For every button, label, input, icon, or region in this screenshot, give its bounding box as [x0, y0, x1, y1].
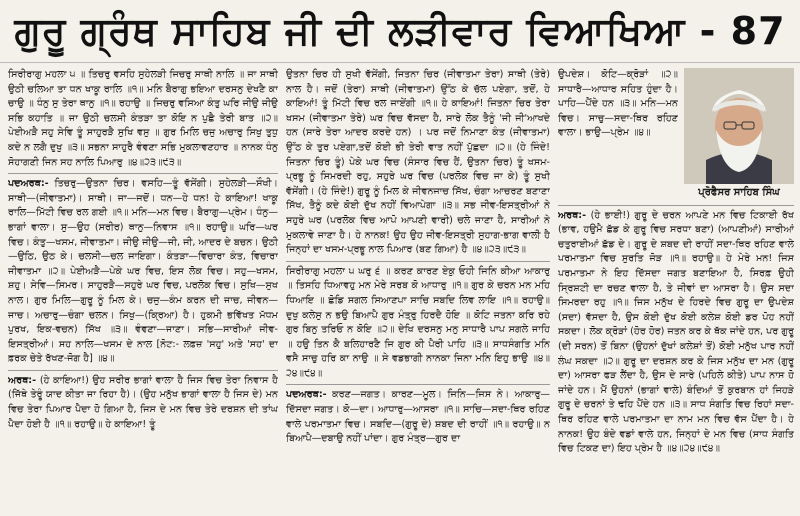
arth-text: (ਹੇ ਕਾਇਆ!) ਉਹ ਸਰੀਰ ਭਾਗਾਂ ਵਾਲਾ ਹੈ ਜਿਸ ਵਿਚ ਤੇਰਾ ਨਿਵਾਸ ਹੈ (ਜਿੱਥੇ ਤੇਰੂੰ ਯਾਦ ਕੀਤਾ ਜਾ ਰਿਹਾ ਹੈ)। (ਉਹ ਮਨੁੱਖ ਭਾਗਾਂ ਵਾਲਾ ਹੈ ਜਿਸ ਦੇ) ਮਨ ਵਿਚ ਤੇਰਾ ਪਿਆਰ ਪੈਦਾ ਹੋ ਗਿਆ ਹੈ, ਜਿਸ ਦੇ ਮਨ ਵਿਚ ਤੇਰੇ ਦਰਸ਼ਨ ਦੀ ਤਾਂਘ ਪੈਦਾ ਹੋਈ ਹੈ ॥੧॥ ਰਹਾਉ॥ ਹੇ ਕਾਇਆ! ਤੂੰ	[8, 374, 278, 430]
padarth-label: ਪਦਅਰਥ:-	[8, 178, 49, 190]
arth-text-2: (ਹੇ ਭਾਈ!) ਗੁਰੂ ਦੇ ਚਰਨ ਆਪਣੇ ਮਨ ਵਿਚ ਟਿਕਾਈ ਰੱਖ (ਭਾਵ, ਹਉਮੈ ਛੱਡ ਕੇ ਗੁਰੂ ਵਿਚ ਸਰਧਾ ਬਣਾ) (ਆਪਣੀਆਂ) ਸਾਰੀਆਂ ਚਤੁਰਾਈਆਂ ਛੱਡ ਦੇ। ਗੁਰੂ ਦੇ ਸ਼ਬਦ ਦੀ ਰਾਹੀਂ ਸਦਾ-ਥਿਰ ਰਹਿਣ ਵਾਲੇ ਪਰਮਾਤਮਾ ਵਿਚ ਸੁਰਤਿ ਜੋੜ ॥੧॥ ਰਹਾਉ॥ ਹੇ ਮੇਰੇ ਮਨ! ਜਿਸ ਪਰਮਾਤਮਾ ਨੇ ਇਹ ਦਿੱਸਦਾ ਜਗਤ ਬਣਾਇਆ ਹੈ, ਸਿਰਫ਼ ਉਹੀ ਸ੍ਰਿਸ਼ਟੀ ਦਾ ਰਚਣ ਵਾਲਾ ਹੈ, ਤੇ ਜੀਵਾਂ ਦਾ ਆਸਰਾ ਹੈ। ਉਸ ਸਦਾ ਸਿਮਰਦਾ ਰਹੁ ॥੧॥ ਜਿਸ ਮਨੁੱਖ ਦੇ ਹਿਰਦੇ ਵਿਚ ਗੁਰੂ ਦਾ ਉਪਦੇਸ਼ (ਸਦਾ) ਵੱਸਦਾ ਹੈ, ਉਸ ਕੋਈ ਦੁੱਖ ਕੋਈ ਕਲੇਸ਼ ਕੋਈ ਡਰ ਪੋਹ ਨਹੀਂ ਸਕਦਾ। ਲੋਕ ਕ੍ਰੋੜਾਂ (ਹੋਰ ਹੋਰ) ਜਤਨ ਕਰ ਕੇ ਥੱਕ ਜਾਂਦੇ ਹਨ, ਪਰ ਗੁਰੂ (ਦੀ ਸਰਨ) ਤੋਂ ਬਿਨਾ (ਉਹਨਾਂ ਦੁੱਖਾਂ ਕਲੇਸ਼ਾਂ ਤੋਂ) ਕੋਈ ਮਨੁੱਖ ਪਾਰ ਨਹੀਂ ਲੰਘ ਸਕਦਾ ॥੨॥ ਗੁਰੂ ਦਾ ਦਰਸ਼ਨ ਕਰ ਕੇ ਜਿਸ ਮਨੁੱਖ ਦਾ ਮਨ (ਗੁਰੂ ਦਾ) ਆਸਰਾ ਫੜ ਲੈਂਦਾ ਹੈ, ਉਸ ਦੇ ਸਾਰੇ (ਪਹਿਲੇ ਕੀਤੇ) ਪਾਪ ਨਾਸ ਹੋ ਜਾਂਦੇ ਹਨ। ਮੈਂ ਉਹਨਾਂ (ਭਾਗਾਂ ਵਾਲੇ) ਬੰਦਿਆਂ ਤੋਂ ਕੁਰਬਾਨ ਹਾਂ ਜਿਹੜੇ ਗੁਰੂ ਦੇ ਚਰਨਾਂ ਤੇ ਢਹਿ ਪੈਂਦੇ ਹਨ ॥੩॥ ਸਾਧ ਸੰਗਤਿ ਵਿਚ ਰਿਹਾਂ ਸਦਾ-ਥਿਰ ਰਹਿਣ ਵਾਲੇ ਪਰਮਾਤਮਾ ਦਾ ਨਾਮ ਮਨ ਵਿਚ ਵੱਸ ਪੈਂਦਾ ਹੈ। ਹੇ ਨਾਨਕ! ਉਹ ਬੰਦੇ ਵਡਾਂ ਵਾਲੇ ਹਨ, ਜਿਨ੍ਹਾਂ ਦੇ ਮਨ ਵਿਚ (ਸਾਧ ਸੰਗਤਿ ਵਿਚ ਟਿਕਣ ਦਾ) ਇਹ ਪ੍ਰੇਮ ਹੈ ॥੪॥੨੪॥੯੪॥	[558, 209, 794, 455]
arth-continued-text: ਉਤਨਾ ਚਿਰ ਹੀ ਸੁਖੀ ਵੱਸੇਂਗੀ, ਜਿਤਨਾ ਚਿਰ (ਜੀਵਾਤਮਾ ਤੇਰਾ) ਸਾਥੀ (ਤੇਰੇ) ਨਾਲ ਹੈ। ਜਦੋਂ (ਤੇਰਾ) ਸਾਥੀ (ਜੀਵਾਤਮਾ) ਉੱਠ ਕੇ ਚੱਲ ਪਏਗਾ, ਤਦੋਂ, ਹੇ ਕਾਇਆਂ! ਤੂੰ ਮਿੱਟੀ ਵਿਚ ਰਲ ਜਾਏਂਗੀ ॥੧॥ ਹੇ ਕਾਇਆਂ! ਜਿਤਨਾ ਚਿਰ ਤੇਰਾ ਖਸਮ (ਜੀਵਾਤਮਾ ਤੇਰੇ) ਘਰ ਵਿਚ ਵੱਸਦਾ ਹੈ, ਸਾਰੇ ਲੋਕ ਤੈਨੂੰ 'ਜੀ ਜੀ'ਆਖਦੇ ਹਨ (ਸਾਰੇ ਤੇਰਾ ਆਦਰ ਕਰਦੇ ਹਨ) । ਪਰ ਜਦੋਂ ਨਿਮਾਣਾ ਕੰਤ (ਜੀਵਾਤਮਾ) ਉੱਠ ਕੇ ਤੁਰ ਪਏਗਾ,ਤਦੋਂ ਕੋਈ ਭੀ ਤੇਰੀ ਵਾਤ ਨਹੀਂ ਪੁੱਛਦਾ ॥੨॥ (ਹੇ ਜਿੰਦੇ! ਜਿਤਨਾ ਚਿਰ ਤੂੰ) ਪੇਕੇ ਘਰ ਵਿਚ (ਸੰਸਾਰ ਵਿਚ ਹੈਂ, ਉਤਨਾ ਚਿਰ) ਤੂੰ ਖਸਮ-ਪ੍ਰਭੂ ਨੂੰ ਸਿਮਰਦੀ ਰਹੁ, ਸਹੁਰੇ ਘਰ ਵਿਚ (ਪਰਲੋਕ ਵਿਚ ਜਾ ਕੇ) ਤੂੰ ਸੁਖੀ ਵੱਸੇਂਗੀ। (ਹੇ ਜਿੰਦੇ!) ਗੁਰੂ ਨੂੰ ਮਿਲ ਕੇ ਜੀਵਨਜਾਚ ਸਿੱਖ, ਚੰਗਾ ਆਚਰਣ ਬਣਾਣਾ ਸਿੱਖ, ਤੈਨੂੰ ਕਦੇ ਕੋਈ ਦੁੱਖ ਨਹੀਂ ਵਿਆਪੇਗਾ ॥੩॥ ਸਭ ਜੀਵ-ਇਸਤ੍ਰੀਆਂ ਨੇ ਸਹੁਰੇ ਘਰ (ਪਰਲੋਕ ਵਿਚ ਆਪੋ ਆਪਣੀ ਵਾਰੀ) ਚਲੇ ਜਾਣਾ ਹੈ, ਸਾਰੀਆਂ ਨੇ ਮੁਕਲਾਵੇ ਜਾਣਾ ਹੈ। ਹੇ ਨਾਨਕ! ਉਹ ਉਹ ਜੀਵ-ਇਸਤ੍ਰੀ ਸੁਹਾਗ-ਭਾਗ ਵਾਲੀ ਹੈ ਜਿਨ੍ਹਾਂ ਦਾ ਖਸਮ-ਪ੍ਰਭੂ ਨਾਲ ਪਿਆਰ (ਬਣ ਗਿਆ) ਹੈ ॥੪॥੨੩॥੯੩॥	[286, 69, 550, 256]
portrait-illustration	[684, 68, 794, 184]
arth-section-2	[558, 209, 794, 457]
column-3	[558, 68, 794, 512]
padarth-continued-text: ਉਪਦੇਸ਼। ਕੋਟਿ—ਕ੍ਰੋੜਾਂ ॥੨॥ ਸਾਧਾਰੈ—ਆਧਾਰ ਸਹਿਤ ਹੁੰਦਾ ਹੈ। ਪਾਹਿ—ਪੈਂਦੇ ਹਨ ॥੩॥ ਮਨਿ—ਮਨ ਵਿਚ। ਸਾਚੁ—ਸਦਾ-ਥਿਰ ਰਹਿਣ ਵਾਲਾ। ਭਾਉ—ਪ੍ਰੇਮ ॥੪॥	[558, 69, 678, 139]
divider	[286, 261, 550, 262]
padarth-section-2	[286, 388, 550, 446]
column-1	[8, 68, 278, 512]
column-2	[286, 68, 550, 512]
divider	[8, 173, 278, 174]
column-3-top	[558, 68, 678, 143]
divider	[8, 370, 278, 371]
arth-label-2: ਅਰਥ:-	[558, 209, 587, 221]
padarth-label-2: ਪਦਅਰਥ:-	[286, 389, 327, 401]
shabad-text: ਸਿਰੀਰਾਗੁ ਮਹਲਾ ੫ ॥ ਤਿਚਰੁ ਵਸਹਿ ਸੁਹੇਲੜੀ ਜਿਚਰੁ ਸਾਥੀ ਨਾਲਿ ॥ ਜਾ ਸਾਥੀ ਉਠੀ ਚਲਿਆ ਤਾ ਧਨ ਖਾਕੂ ਰਾਲਿ ॥੧॥ ਮਨਿ ਬੈਰਾਗੁ ਭਇਆ ਦਰਸਨੁ ਦੇਖਣੈ ਕਾ ਚਾਉ ॥ ਧੰਨੁ ਸੁ ਤੇਰਾ ਥਾਨੁ ॥੧॥ ਰਹਾਉ ॥ ਜਿਚਰੁ ਵਸਿਆ ਕੰਤੁ ਘਰਿ ਜੀਉ ਜੀਉ ਸਭਿ ਕਹਾਤਿ ॥ ਜਾ ਉਠੀ ਚਲਸੀ ਕੰਤੜਾ ਤਾ ਕੋਇ ਨ ਪੁਛੈ ਤੇਰੀ ਬਾਤ ॥੨॥ ਪੇਈਅੜੈ ਸਹੁ ਸੇਵਿ ਤੂੰ ਸਾਹੁਰੜੈ ਸੁਖਿ ਵਸੁ ॥ ਗੁਰ ਮਿਲਿ ਚਜੁ ਅਚਾਰੁ ਸਿਖੁ ਤੁਧੁ ਕਦੇ ਨ ਲਗੈ ਦੁਖੁ ॥੩॥ ਸਭਨਾ ਸਾਹੁਰੈ ਵੰਞਣਾ ਸਭਿ ਮੁਕਲਾਵਣਹਾਰ ॥ ਨਾਨਕ ਧੰਨੁ ਸੋਹਾਗਣੀ ਜਿਨ ਸਹ ਨਾਲਿ ਪਿਆਰੁ ॥੪॥੨੩॥੯੩॥	[8, 69, 278, 168]
author-portrait	[684, 68, 794, 184]
padarth-section	[8, 177, 278, 367]
shabad-2-text: ਸਿਰੀਰਾਗੁ ਮਹਲਾ ੫ ਘਰੁ ੬ ॥ ਕਰਣ ਕਾਰਣ ਏਕੁ ਓਹੀ ਜਿਨਿ ਕੀਆ ਆਕਾਰੁ ॥ ਤਿਸਹਿ ਧਿਆਵਹੁ ਮਨ ਮੇਰੇ ਸਰਬ ਕੋ ਆਧਾਰੁ ॥੧॥ ਗੁਰ ਕੇ ਚਰਨ ਮਨ ਮਹਿ ਧਿਆਇ ॥ ਛੋਡਿ ਸਗਲ ਸਿਆਣਪਾ ਸਾਚਿ ਸਬਦਿ ਲਿਵ ਲਾਇ ॥੧॥ ਰਹਾਉ॥ ਦੁਖੁ ਕਲੇਸੁ ਨ ਭਉ ਬਿਆਪੈ ਗੁਰ ਮੰਤ੍ਰੁ ਹਿਰਦੈ ਹੋਇ ॥ ਕੋਟਿ ਜਤਨਾ ਕਰਿ ਰਹੇ ਗੁਰ ਬਿਨੁ ਤਰਿਓ ਨ ਕੋਇ ॥੨॥ ਦੇਖਿ ਦਰਸਨੁ ਮਨੁ ਸਾਧਾਰੈ ਪਾਪ ਸਗਲੇ ਜਾਹਿ ॥ ਹਉ ਤਿਨ ਕੈ ਬਲਿਹਾਰਣੈ ਜਿ ਗੁਰ ਕੀ ਪੈਰੀ ਪਾਹਿ ॥੩॥ ਸਾਧਸੰਗਤਿ ਮਨਿ ਵਸੈ ਸਾਚੁ ਹਰਿ ਕਾ ਨਾਉ ॥ ਸੇ ਵਡਭਾਗੀ ਨਾਨਕਾ ਜਿਨਾ ਮਨਿ ਇਹੁ ਭਾਉ ॥੪॥੨੪॥੯੪॥	[286, 265, 550, 379]
padarth-text: ਤਿਚਰੁ—ਉਤਨਾ ਚਿਰ। ਵਸਹਿ—ਤੂੰ ਵੱਸੇਂਗੀ। ਸੁਹੇਲੜੀ—ਸੌਖੀ। ਸਾਥੀ—(ਜੀਵਾਤਮਾ)। ਸਾਥੀ। ਜਾ—ਜਦੋਂ। ਧਨ—ਹੇ ਧਨ! ਹੇ ਕਾਇਆ! ਖਾਕੂ ਰਾਲਿ—ਮਿੱਟੀ ਵਿਚ ਰਲ ਗਈ ॥੧॥ ਮਨਿ—ਮਨ ਵਿਚ। ਬੈਰਾਗੁ—ਪ੍ਰੇਮ। ਧੰਨੁ—ਭਾਗਾਂ ਵਾਲਾ। ਸੁ—ਉਹ (ਸਰੀਰ) ਥਾਨੁ—ਨਿਵਾਸ ॥੧॥ ਰਹਾਉ॥ ਘਰਿ—ਘਰ ਵਿਚ। ਕੰਤੁ—ਖਸਮ, ਜੀਵਾਤਮਾ। ਜੀਉ ਜੀਉ—ਜੀ, ਜੀ, ਆਦਰ ਦੇ ਬਚਨ। ਉਠੀ—ਉਠਿ, ਉਠ ਕੇ। ਚਲਸੀ—ਚਲ ਜਾਇਗਾ। ਕੰਤੜਾ—ਵਿਚਾਰਾ ਕੰਤ, ਵਿਚਾਰਾ ਜੀਵਾਤਮਾ ॥੨॥ ਪੇਈਅੜੈ—ਪੇਕੇ ਘਰ ਵਿਚ, ਇਸ ਲੋਕ ਵਿਚ। ਸਹੁ—ਖਸਮ, ਸ਼ਹੁ। ਸੇਵਿ—ਸਿਮਰ। ਸਾਹੁਰੜੈ—ਸਹੁਰੇ ਘਰ ਵਿਚ, ਪਰਲੋਕ ਵਿਚ। ਸੁਖਿ—ਸੁਖ ਨਾਲ। ਗੁਰ ਮਿਲਿ—ਗੁਰੂ ਨੂੰ ਮਿਲ ਕੇ। ਚਜੁ—ਕੰਮ ਕਰਨ ਦੀ ਜਾਚ, ਜੀਵਨ—ਜਾਚ। ਅਚਾਰੁ—ਚੰਗਾ ਚਲਨ। ਸਿਖੁ—(ਕ੍ਰਿਆ) ਹੈ। ਹੁਕਮੀ ਭਵਿੱਖਤ ਮੱਧਮ ਪੁਰਖ, ਇਕ-ਵਚਨ) ਸਿੱਖ ॥੩॥ ਵੰਞਣਾ—ਜਾਣਾ। ਸਭਿ—ਸਾਰੀਆਂ ਜੀਵ-ਇਸਤ੍ਰੀਆਂ। ਸਹ ਨਾਲਿ—ਖਸਮ ਦੇ ਨਾਲ [ਨੋਟ:- ਲਫ਼ਜ਼ 'ਸਹੁ' ਅਤੇ 'ਸਹ' ਦਾ ਫ਼ਰਕ ਚੇਤੇ ਰੱਖਣ-ਜੋਗ ਹੈ] ॥੪॥	[8, 178, 278, 365]
padarth-text-2: ਕਰਣ—ਜਗਤ। ਕਾਰਣ—ਮੂਲ। ਜਿਨਿ—ਜਿਸ ਨੇ। ਆਕਾਰੁ—ਦਿੱਸਦਾ ਜਗਤ। ਕੋ—ਦਾ। ਆਧਾਰੁ—ਆਸਰਾ ॥੧॥ ਸਾਚਿ—ਸਦਾ-ਥਿਰ ਰਹਿਣ ਵਾਲੇ ਪਰਮਾਤਮਾ ਵਿਚ। ਸਬਦਿ—(ਗੁਰੂ ਦੇ) ਸ਼ਬਦ ਦੀ ਰਾਹੀਂ ॥੧॥ ਰਹਾਉ॥ ਨ ਬਿਆਪੈ—ਦਬਾਉ ਨਹੀਂ ਪਾਂਦਾ। ਗੁਰ ਮੰਤ੍ਰ—ਗੁਰ ਦਾ	[286, 389, 550, 445]
headline: ਗੁਰੂ ਗ੍ਰੰਥ ਸਾਹਿਬ ਜੀ ਦੀ ਲੜੀਵਾਰ ਵਿਆਖਿਆ - 87	[0, 0, 800, 63]
divider	[286, 384, 550, 385]
divider	[558, 205, 794, 206]
arth-section	[8, 374, 278, 432]
arth-label: ਅਰਥ:-	[8, 374, 37, 386]
portrait-caption: ਪ੍ਰੋਫੈਸਰ ਸਾਹਿਬ ਸਿੰਘ	[698, 187, 780, 198]
